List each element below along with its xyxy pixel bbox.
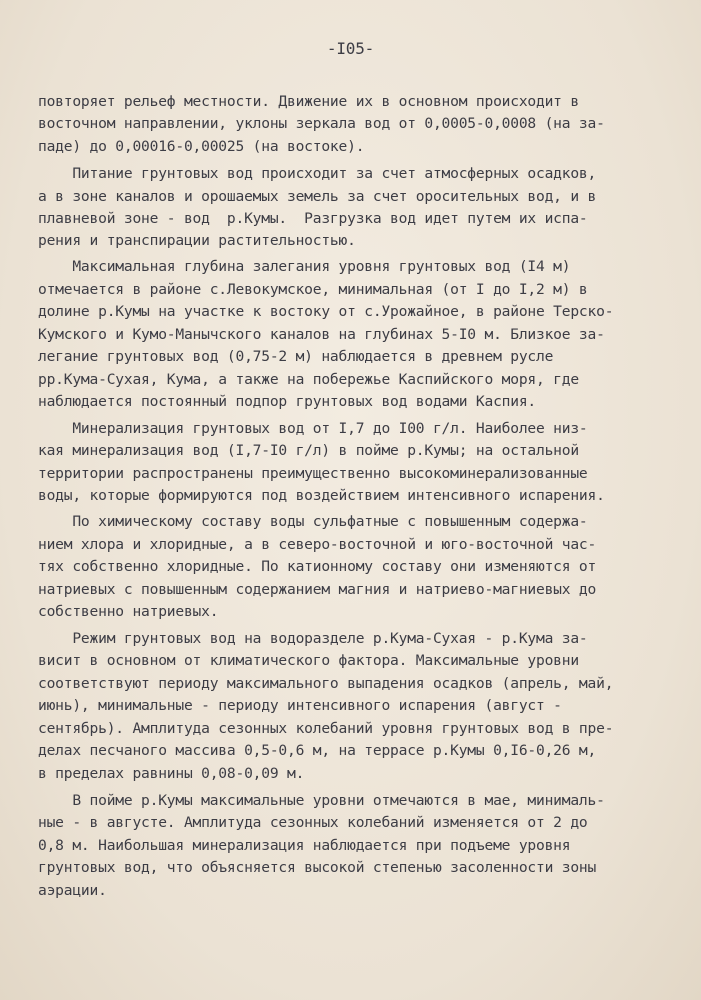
text-line: ные - в августе. Амплитуда сезонных колебаний изменяется от 2 до <box>38 814 588 831</box>
text-line: долине р.Кумы на участке к востоку от с.Урожайное, в районе Терско- <box>38 303 614 320</box>
text-line: июнь), минимальные - периоду интенсивного испарения (август - <box>38 697 562 714</box>
text-line: легание грунтовых вод (0,75-2 м) наблюдается в древнем русле <box>38 348 554 365</box>
text-line: 0,8 м. Наибольшая минерализация наблюдается при подъеме уровня <box>38 837 571 854</box>
text-line: По химическому составу воды сульфатные с повышенным содержа- <box>38 513 588 530</box>
text-line: паде) до 0,00016-0,00025 (на востоке). <box>38 138 365 155</box>
text-line: нием хлора и хлоридные, а в северо-восточной и юго-восточной час- <box>38 536 597 553</box>
text-line: аэрации. <box>38 882 107 899</box>
text-line: кая минерализация вод (I,7-I0 г/л) в пойме р.Кумы; на остальной <box>38 442 579 459</box>
text-line: натриевых с повышенным содержанием магния и натриево-магниевых до <box>38 581 597 598</box>
text-line: наблюдается постоянный подпор грунтовых вод водами Каспия. <box>38 393 536 410</box>
text-line: делах песчаного массива 0,5-0,6 м, на террасе р.Кумы 0,I6-0,26 м, <box>38 742 597 759</box>
text-line: В пойме р.Кумы максимальные уровни отмечаются в мае, минималь- <box>38 792 605 809</box>
text-line: повторяет рельеф местности. Движение их в основном происходит в <box>38 93 579 110</box>
text-line: висит в основном от климатического фактора. Максимальные уровни <box>38 652 579 669</box>
text-line: в пределах равнины 0,08-0,09 м. <box>38 765 305 782</box>
text-line: Минерализация грунтовых вод от I,7 до I00 г/л. Наиболее низ- <box>38 420 588 437</box>
text-line: тях собственно хлоридные. По катионному составу они изменяются от <box>38 558 597 575</box>
text-line: рения и транспирации растительностью. <box>38 232 356 249</box>
text-line: отмечается в районе с.Левокумское, минимальная (от I до I,2 м) в <box>38 281 588 298</box>
text-line: Максимальная глубина залегания уровня грунтовых вод (I4 м) <box>38 258 571 275</box>
text-line: сентябрь). Амплитуда сезонных колебаний уровня грунтовых вод в пре- <box>38 720 614 737</box>
text-line: собственно натриевых. <box>38 603 219 620</box>
page-number: -I05- <box>326 39 375 58</box>
text-line: соответствуют периоду максимального выпадения осадков (апрель, май, <box>38 675 614 692</box>
text-line: рр.Кума-Сухая, Кума, а также на побережье Каспийского моря, где <box>38 371 579 388</box>
text-line: Питание грунтовых вод происходит за счет атмосферных осадков, <box>38 165 597 182</box>
text-line: восточном направлении, уклоны зеркала вод от 0,0005-0,0008 (на за- <box>38 115 605 132</box>
text-line: грунтовых вод, что объясняется высокой степенью засоленности зоны <box>38 859 597 876</box>
text-line: воды, которые формируются под воздействием интенсивного испарения. <box>38 487 605 504</box>
text-line: Режим грунтовых вод на водоразделе р.Кума-Сухая - р.Кума за- <box>38 630 588 647</box>
text-line: плавневой зоне - вод р.Кумы. Разгрузка вод идет путем их испа- <box>38 210 588 227</box>
text-line: территории распространены преимущественно высокоминерализованные <box>38 465 588 482</box>
text-line: Кумского и Кумо-Манычского каналов на глубинах 5-I0 м. Близкое за- <box>38 326 605 343</box>
text-line: а в зоне каналов и орошаемых земель за счет оросительных вод, и в <box>38 188 597 205</box>
